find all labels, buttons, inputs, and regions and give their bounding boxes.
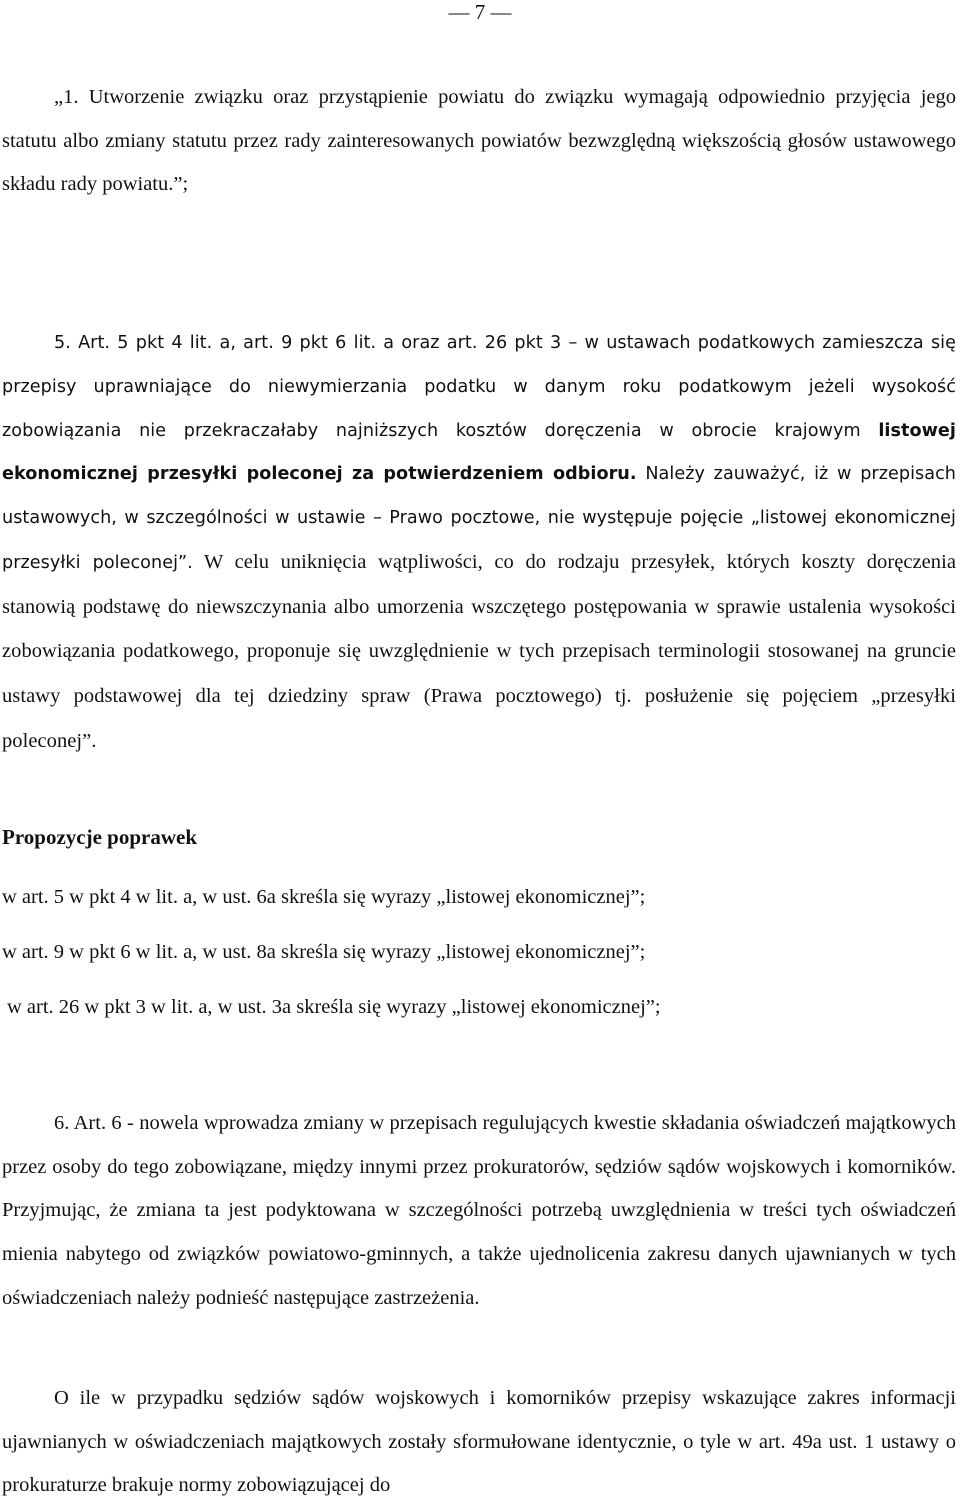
section-6-paragraph: 6. Art. 6 - nowela wprowadza zmiany w przepisach regulujących kwestie składania oświadczeń majątkowych przez osoby do tego zobowiązane, między innymi przez prokuratorów, sędziów sądów wojskowych i komorników. Przyjmując, że zmiana ta jest podyktowana w szczególności potrzebą uwzględnienia w treści tych oświadczeń mienia nabytego od związków powiatowo-gminnych, a także ujednolicenia zakresu danych ujawnianych w tych oświadczeniach należy podnieść następujące zastrzeżenia. — [2, 1112, 956, 1309]
section-5-paragraph — [2, 322, 956, 765]
section-5-sans-text: Należy zauważyć, iż w przepisach ustawowych, w szczególności w ustawie – Prawo pocztowe, nie występuje pojęcie „listowej ekonomicznej przesyłki poleconej”. — [2, 464, 956, 573]
page-number: — 7 — — [448, 0, 512, 24]
amendment-item: w art. 9 w pkt 6 w lit. a, w ust. 8a skreśla się wyrazy „listowej ekonomicznej”; — [2, 941, 646, 963]
section-5-serif-text: W celu uniknięcia wątpliwości, co do rodzaju przesyłek, których koszty doręczenia stanowią podstawę do niewszczynania albo umorzenia wszczętego postępowania w sprawie ustalenia wysokości zobowiązania podatkowego, proponuje się uwzględnienie w tych przepisach terminologii stosowanej na gruncie ustawy podstawowej dla tej dziedziny spraw (Prawa pocztowego) tj. posłużenie się pojęciem „przesyłki poleconej”. — [2, 550, 956, 752]
quoted-provision-paragraph: „1. Utworzenie związku oraz przystąpienie powiatu do związku wymagają odpowiednio przyjęcia jego statutu albo zmiany statutu przez rady zainteresowanych powiatów bezwzględną większością głosów ustawowego składu rady powiatu.”; — [2, 86, 956, 196]
amendments-heading: Propozycje poprawek — [2, 825, 197, 849]
amendment-item: w art. 26 w pkt 3 w lit. a, w ust. 3a skreśla się wyrazy „listowej ekonomicznej”; — [7, 996, 661, 1018]
section-5-lead-text: 5. Art. 5 pkt 4 lit. a, art. 9 pkt 6 lit. a oraz art. 26 pkt 3 – w ustawach podatkowych zamieszcza się przepisy uprawniające do niewymierzania podatku w danym roku podatkowym jeżeli wysokość zobowiązania nie przekraczałaby najniższych kosztów doręczenia w obrocie krajowym — [2, 333, 956, 441]
section-5-bold-text: listowej ekonomicznej przesyłki poleconej za potwierdzeniem odbioru. — [2, 420, 956, 485]
amendment-item: w art. 5 w pkt 4 w lit. a, w ust. 6a skreśla się wyrazy „listowej ekonomicznej”; — [2, 886, 646, 908]
section-6-continuation-paragraph: O ile w przypadku sędziów sądów wojskowych i komorników przepisy wskazujące zakres informacji ujawnianych w oświadczeniach majątkowych zostały sformułowane identycznie, o tyle w art. 49a ust. 1 ustawy o prokuraturze brakuje normy zobowiązującej do — [2, 1387, 956, 1497]
